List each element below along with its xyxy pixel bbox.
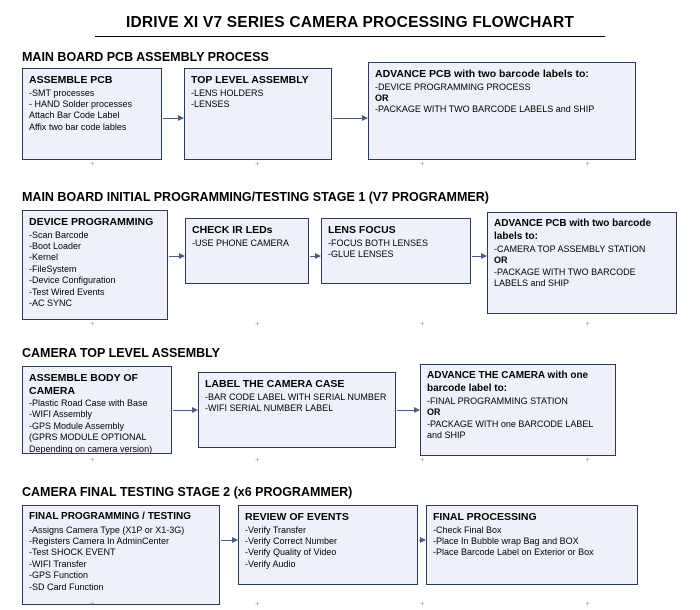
box-line-or: OR bbox=[427, 407, 441, 418]
box-line: -USE PHONE CAMERA bbox=[192, 237, 290, 248]
box-title: FINAL PROGRAMMING / TESTING bbox=[29, 511, 192, 522]
arrow-3-b bbox=[397, 410, 419, 411]
box-line: -Kernel bbox=[29, 252, 59, 263]
box-assemble-body[interactable] bbox=[22, 366, 172, 454]
page-title: IDRIVE XI V7 SERIES CAMERA PROCESSING FLOWCHART bbox=[125, 14, 575, 31]
box-line: -LENSES bbox=[191, 98, 230, 109]
box-title: ADVANCE THE CAMERA with one barcode label to: bbox=[427, 370, 589, 394]
crop-tick: + bbox=[420, 455, 425, 464]
box-advance-pcb-2[interactable] bbox=[487, 212, 677, 314]
box-lens-focus[interactable] bbox=[321, 218, 471, 284]
box-title: CHECK IR LEDs bbox=[192, 224, 273, 236]
box-line: -PACKAGE WITH TWO BARCODE LABELS and SHIP bbox=[494, 266, 636, 289]
box-line: -Place Barcode Label on Exterior or Box bbox=[433, 547, 594, 558]
box-line: -Verify Correct Number bbox=[245, 535, 338, 546]
crop-tick: + bbox=[90, 455, 95, 464]
box-line: -Registers Camera In AdminCenter bbox=[29, 535, 170, 546]
arrow-4-a bbox=[221, 540, 237, 541]
section-heading-3: CAMERA TOP LEVEL ASSEMBLY bbox=[22, 346, 220, 360]
box-line: -PACKAGE WITH TWO BARCODE LABELS and SHIP bbox=[375, 104, 595, 115]
box-line: -Verify Audio bbox=[245, 558, 296, 569]
box-line: - HAND Solder processes bbox=[29, 98, 133, 109]
box-line: -Check Final Box bbox=[433, 524, 502, 535]
box-line: -FINAL PROGRAMMING STATION bbox=[427, 396, 568, 406]
box-lines bbox=[191, 88, 325, 111]
box-title: DEVICE PROGRAMMING bbox=[29, 216, 154, 228]
box-line: Affix two bar code lables bbox=[29, 121, 127, 132]
box-line: -Verify Quality of Video bbox=[245, 547, 337, 558]
box-lines bbox=[29, 230, 161, 310]
box-line: -WIFI Transfer bbox=[29, 558, 87, 569]
box-final-processing[interactable] bbox=[426, 505, 638, 585]
box-title: FINAL PROCESSING bbox=[433, 511, 537, 523]
box-assemble-pcb[interactable] bbox=[22, 68, 162, 160]
box-top-level-assembly[interactable] bbox=[184, 68, 332, 160]
box-lines bbox=[29, 525, 213, 593]
box-lines bbox=[205, 392, 389, 415]
box-line: -Boot Loader bbox=[29, 240, 82, 251]
crop-tick: + bbox=[585, 319, 590, 328]
box-line: -GPS Module Assembly bbox=[29, 420, 125, 431]
crop-tick: + bbox=[90, 159, 95, 168]
box-line: Attach Bar Code Label bbox=[29, 110, 120, 121]
box-line: -GPS Function bbox=[29, 570, 89, 581]
box-line: -Device Configuration bbox=[29, 275, 116, 286]
title-underline bbox=[95, 36, 605, 37]
box-line: Depending on camera version) bbox=[29, 443, 153, 454]
box-line: -SD Card Function bbox=[29, 581, 104, 592]
box-line: -Verify Transfer bbox=[245, 524, 307, 535]
box-line: -FileSystem bbox=[29, 263, 77, 274]
box-review-of-events[interactable] bbox=[238, 505, 418, 585]
crop-tick: + bbox=[420, 159, 425, 168]
box-lines bbox=[192, 238, 302, 249]
box-line: -BAR CODE LABEL WITH SERIAL NUMBER bbox=[205, 391, 387, 402]
box-lines bbox=[494, 244, 670, 290]
section-heading-1: MAIN BOARD PCB ASSEMBLY PROCESS bbox=[22, 50, 269, 64]
box-lines bbox=[328, 238, 464, 261]
box-lines bbox=[245, 525, 411, 571]
crop-tick: + bbox=[90, 599, 95, 608]
box-line: -CAMERA TOP ASSEMBLY STATION bbox=[494, 244, 646, 254]
box-lines bbox=[29, 398, 165, 454]
crop-tick: + bbox=[255, 599, 260, 608]
box-lines bbox=[427, 396, 609, 442]
box-device-programming[interactable] bbox=[22, 210, 168, 320]
box-line: -FOCUS BOTH LENSES bbox=[328, 237, 429, 248]
box-lines bbox=[29, 88, 155, 134]
box-title: ASSEMBLE PCB bbox=[29, 74, 113, 86]
box-line: -GLUE LENSES bbox=[328, 248, 394, 259]
arrow-1-a bbox=[163, 118, 183, 119]
crop-tick: + bbox=[585, 455, 590, 464]
crop-tick: + bbox=[585, 159, 590, 168]
box-line: -PACKAGE WITH one BARCODE LABEL and SHIP bbox=[427, 418, 594, 441]
section-heading-2: MAIN BOARD INITIAL PROGRAMMING/TESTING STAGE 1 (V7 PROGRAMMER) bbox=[22, 190, 489, 204]
box-line: -Plastic Road Case with Base bbox=[29, 398, 148, 408]
arrow-2-a bbox=[169, 256, 184, 257]
box-advance-pcb-1[interactable] bbox=[368, 62, 636, 160]
section-heading-4: CAMERA FINAL TESTING STAGE 2 (x6 PROGRAMMER) bbox=[22, 485, 353, 499]
crop-tick: + bbox=[90, 319, 95, 328]
box-line: (GPRS MODULE OPTIONAL bbox=[29, 432, 147, 443]
box-lines bbox=[375, 82, 629, 116]
crop-tick: + bbox=[255, 455, 260, 464]
arrow-2-c bbox=[472, 256, 486, 257]
crop-tick: + bbox=[420, 319, 425, 328]
box-line: -SMT processes bbox=[29, 87, 95, 98]
box-title: TOP LEVEL ASSEMBLY bbox=[191, 74, 309, 86]
box-title: LABEL THE CAMERA CASE bbox=[205, 378, 345, 390]
box-line-or: OR bbox=[375, 92, 389, 103]
crop-tick: + bbox=[255, 319, 260, 328]
box-line-or: OR bbox=[494, 255, 508, 266]
box-line: -WIFI SERIAL NUMBER LABEL bbox=[205, 402, 334, 413]
box-title: ADVANCE PCB with two barcode labels to: bbox=[375, 68, 589, 80]
box-line: -Test SHOCK EVENT bbox=[29, 547, 116, 558]
box-line: -Assigns Camera Type (X1P or X1-3G) bbox=[29, 524, 185, 535]
box-line: -Place In Bubble wrap Bag and BOX bbox=[433, 535, 579, 546]
box-title: ASSEMBLE BODY OF CAMERA bbox=[29, 372, 138, 397]
box-check-ir-leds[interactable] bbox=[185, 218, 309, 284]
box-advance-camera[interactable] bbox=[420, 364, 616, 456]
arrow-1-b bbox=[333, 118, 367, 119]
box-label-camera-case[interactable] bbox=[198, 372, 396, 448]
arrow-3-a bbox=[173, 410, 197, 411]
box-lines bbox=[433, 525, 631, 559]
box-line: -DEVICE PROGRAMMING PROCESS bbox=[375, 81, 531, 92]
crop-tick: + bbox=[420, 599, 425, 608]
box-line: -Test Wired Events bbox=[29, 286, 105, 297]
box-title: LENS FOCUS bbox=[328, 224, 396, 236]
crop-tick: + bbox=[585, 599, 590, 608]
box-line: -WIFI Assembly bbox=[29, 409, 93, 420]
box-line: -AC SYNC bbox=[29, 297, 73, 308]
arrow-4-b bbox=[419, 540, 425, 541]
box-title: REVIEW OF EVENTS bbox=[245, 511, 349, 523]
box-line: -LENS HOLDERS bbox=[191, 87, 264, 98]
arrow-2-b bbox=[310, 256, 320, 257]
box-final-programming[interactable] bbox=[22, 505, 220, 605]
box-title: ADVANCE PCB with two barcode labels to: bbox=[494, 218, 652, 242]
crop-tick: + bbox=[255, 159, 260, 168]
box-line: -Scan Barcode bbox=[29, 229, 89, 240]
